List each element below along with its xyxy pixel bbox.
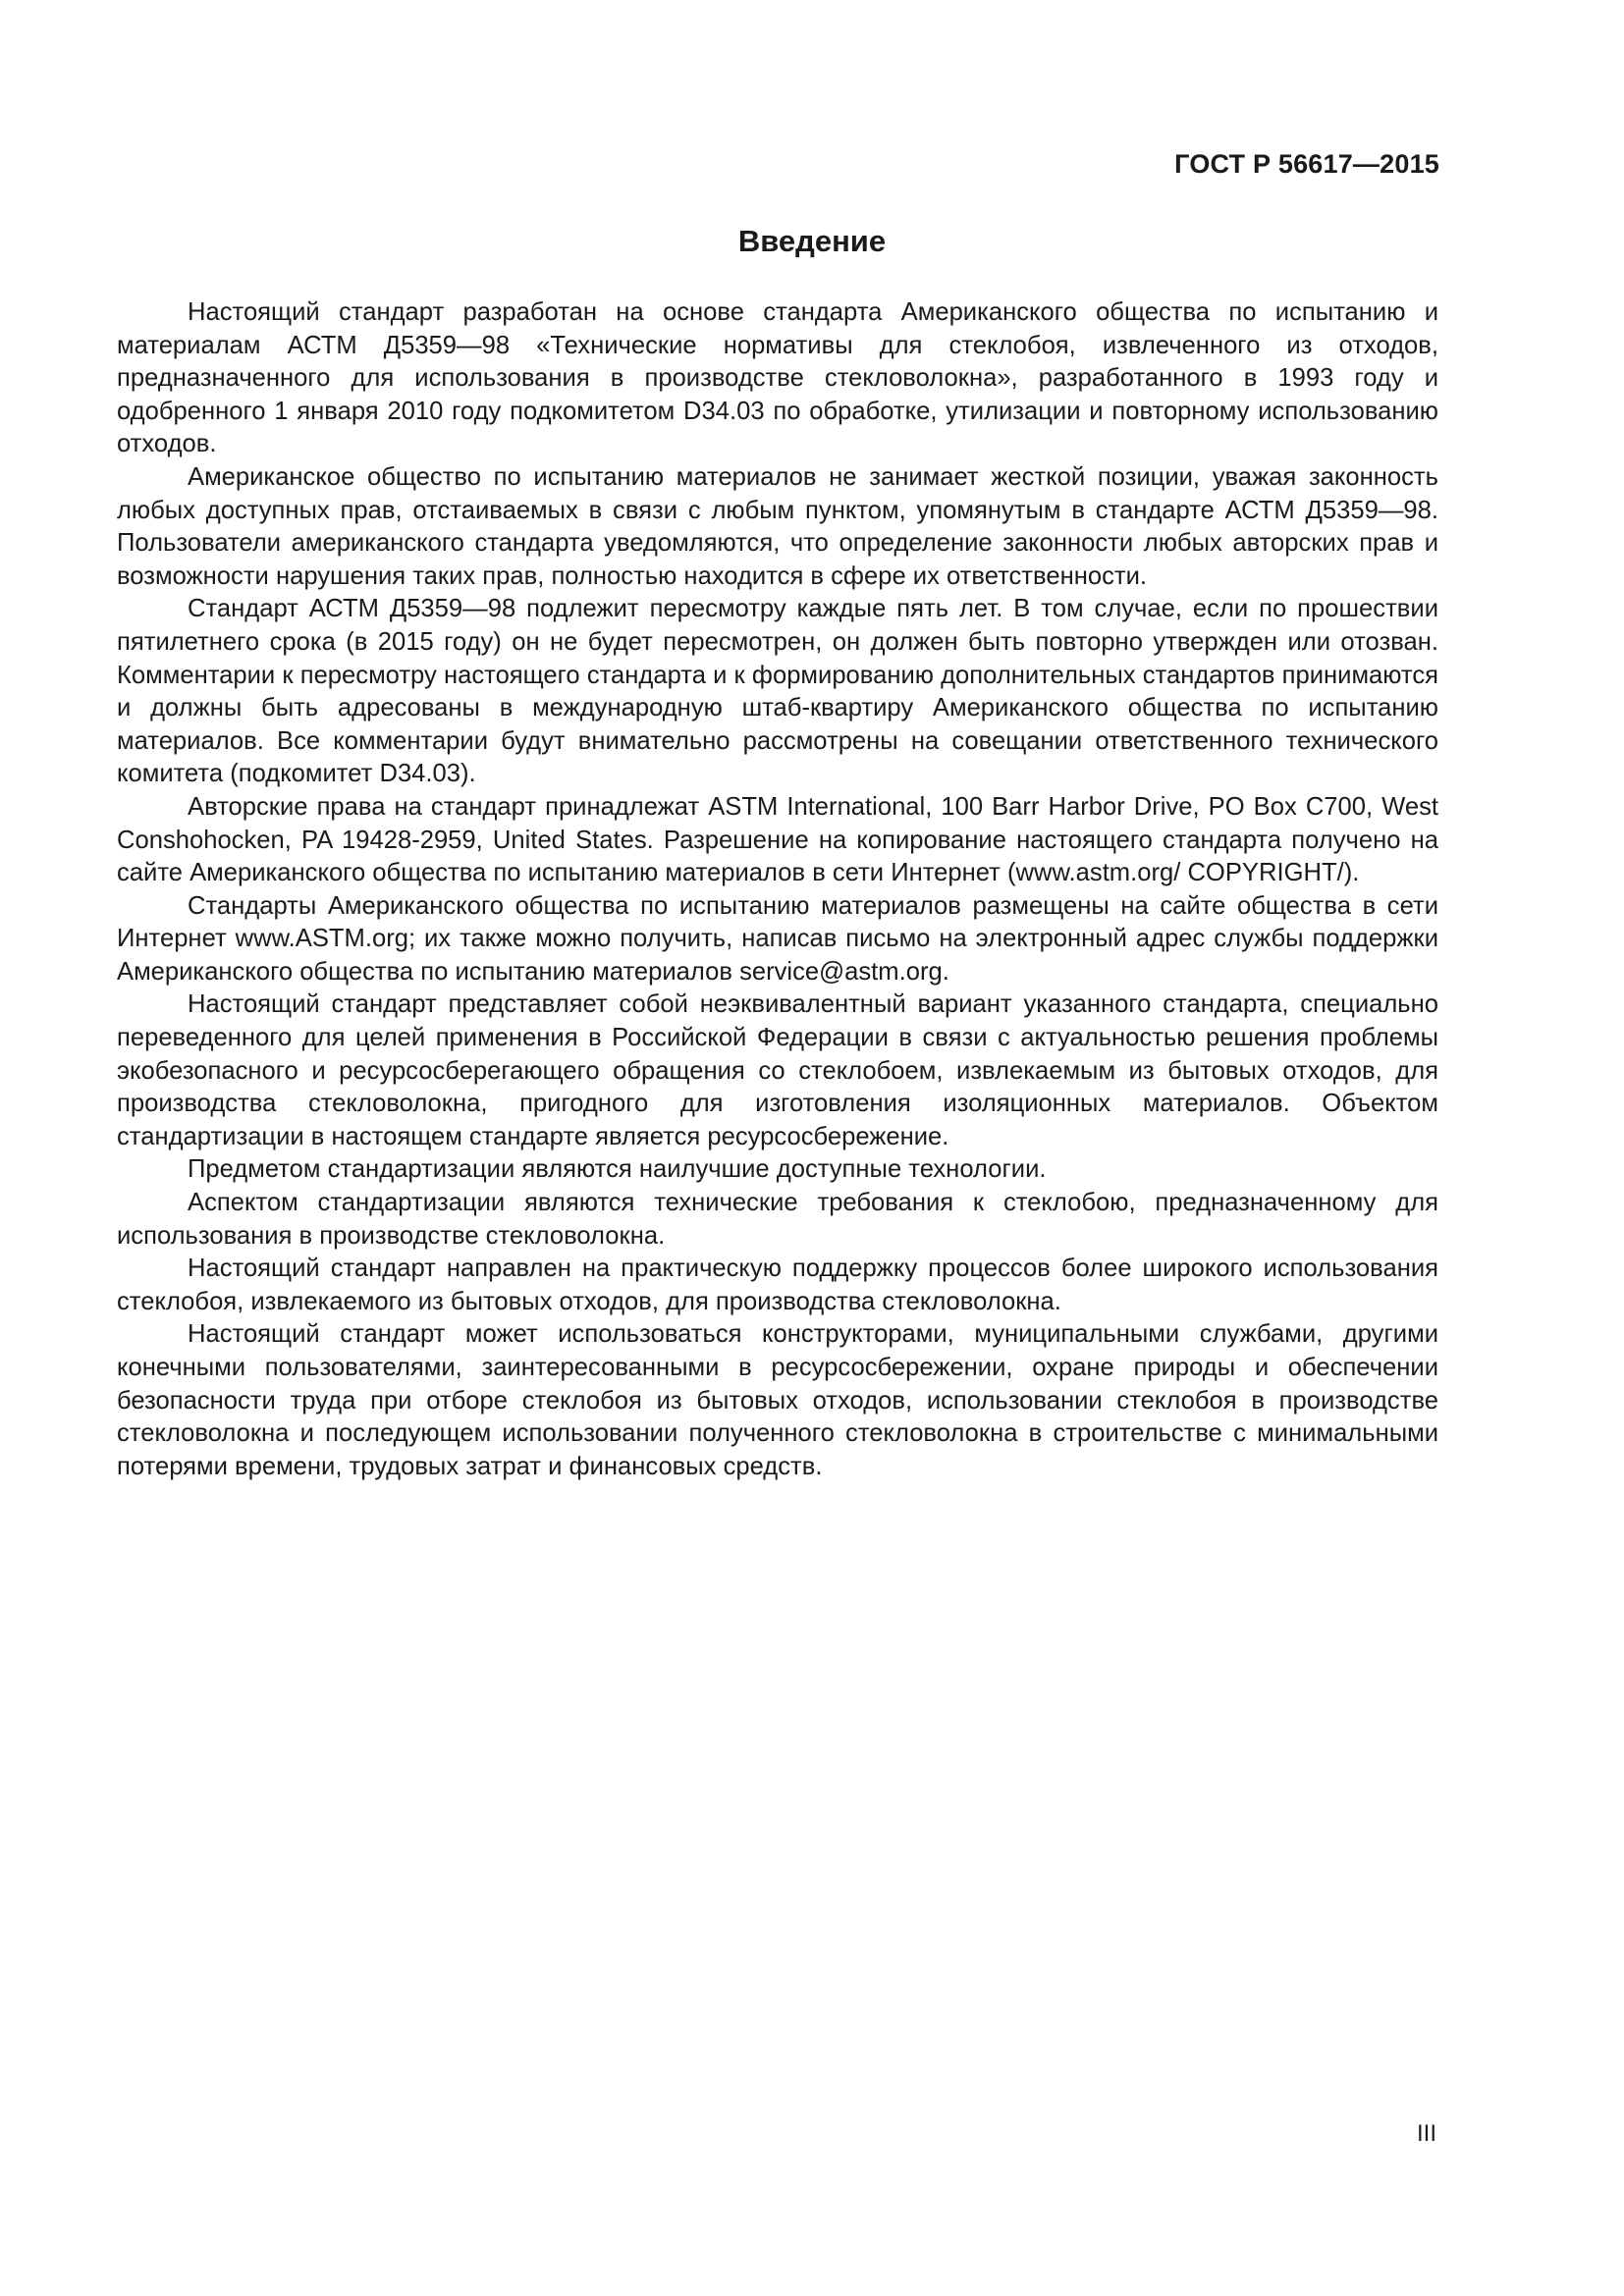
- paragraph: Аспектом стандартизации являются технические требования к стеклобою, предназначенному для использования в производстве стекловолокна.: [117, 1189, 1438, 1250]
- paragraph: Авторские права на стандарт принадлежат ASTM International, 100 Barr Harbor Drive, PO Box C700, West Conshohocken, PA 19428-2959, United States. Разрешение на копирование настоящего стандарта получено на сайте Американского общества по испытанию материалов в сети Интернет (www.astm.org/ COPYRIGHT/).: [117, 792, 1438, 887]
- page-number: III: [1416, 2120, 1436, 2147]
- paragraph: Настоящий стандарт может использоваться конструкторами, муниципальными службами, другими конечными пользователями, заинтересованными в ресурсосбережении, охране природы и обеспечении безопасности труда при отборе стеклобоя из бытовых отходов, использовании стеклобоя в производстве стекловолокна и последующем использовании полученного стекловолокна в строительстве с минимальными потерями времени, трудовых затрат и финансовых средств.: [117, 1320, 1438, 1480]
- paragraph: Настоящий стандарт представляет собой неэквивалентный вариант указанного стандарта, специально переведенного для целей применения в Российской Федерации в связи с актуальностью решения проблемы экобезопасного и ресурсосберегающего обращения со стеклобоем, извлекаемым из бытовых отходов, для производства стекловолокна, пригодного для изготовления изоляционных материалов. Объектом стандартизации в настоящем стандарте является ресурсосбережение.: [117, 990, 1438, 1150]
- paragraph: Настоящий стандарт направлен на практическую поддержку процессов более широкого использования стеклобоя, извлекаемого из бытовых отходов, для производства стекловолокна.: [117, 1255, 1438, 1315]
- paragraph: Стандарт АСТМ Д5359—98 подлежит пересмотру каждые пять лет. В том случае, если по прошествии пятилетнего срока (в 2015 году) он не будет пересмотрен, он должен быть повторно утвержден или отозван. Комментарии к пересмотру настоящего стандарта и к формированию дополнительных стандартов принимаются и должны быть адресованы в международную штаб-квартиру Американского общества по испытанию материалов. Все комментарии будут внимательно рассмотрены на совещании ответственного технического комитета (подкомитет D34.03).: [117, 595, 1438, 788]
- paragraph: Предметом стандартизации являются наилучшие доступные технологии.: [188, 1155, 1047, 1184]
- section-title: Введение: [737, 224, 887, 258]
- paragraph: Стандарты Американского общества по испытанию материалов размещены на сайте общества в сети Интернет www.ASTM.org; их также можно получить, написав письмо на электронный адрес службы поддержки Американского общества по испытанию материалов service@astm.org.: [117, 891, 1438, 986]
- paragraph: Американское общество по испытанию материалов не занимает жесткой позиции, уважая законность любых доступных прав, отстаиваемых в связи с любым пунктом, упомянутым в стандарте АСТМ Д5359—98. Пользователи американского стандарта уведомляются, что определение законности любых авторских прав и возможности нарушения таких прав, полностью находится в сфере их ответственности.: [117, 462, 1438, 590]
- introduction-body: [117, 296, 1438, 1483]
- paragraph: Настоящий стандарт разработан на основе стандарта Американского общества по испытанию и материалам АСТМ Д5359—98 «Технические нормативы для стеклобоя, извлеченного из отходов, предназначенного для использования в производстве стекловолокна», разработанного в 1993 году и одобренного 1 января 2010 году подкомитетом D34.03 по обработке, утилизации и повторному использованию отходов.: [117, 298, 1438, 458]
- document-code: ГОСТ Р 56617—2015: [1174, 149, 1439, 179]
